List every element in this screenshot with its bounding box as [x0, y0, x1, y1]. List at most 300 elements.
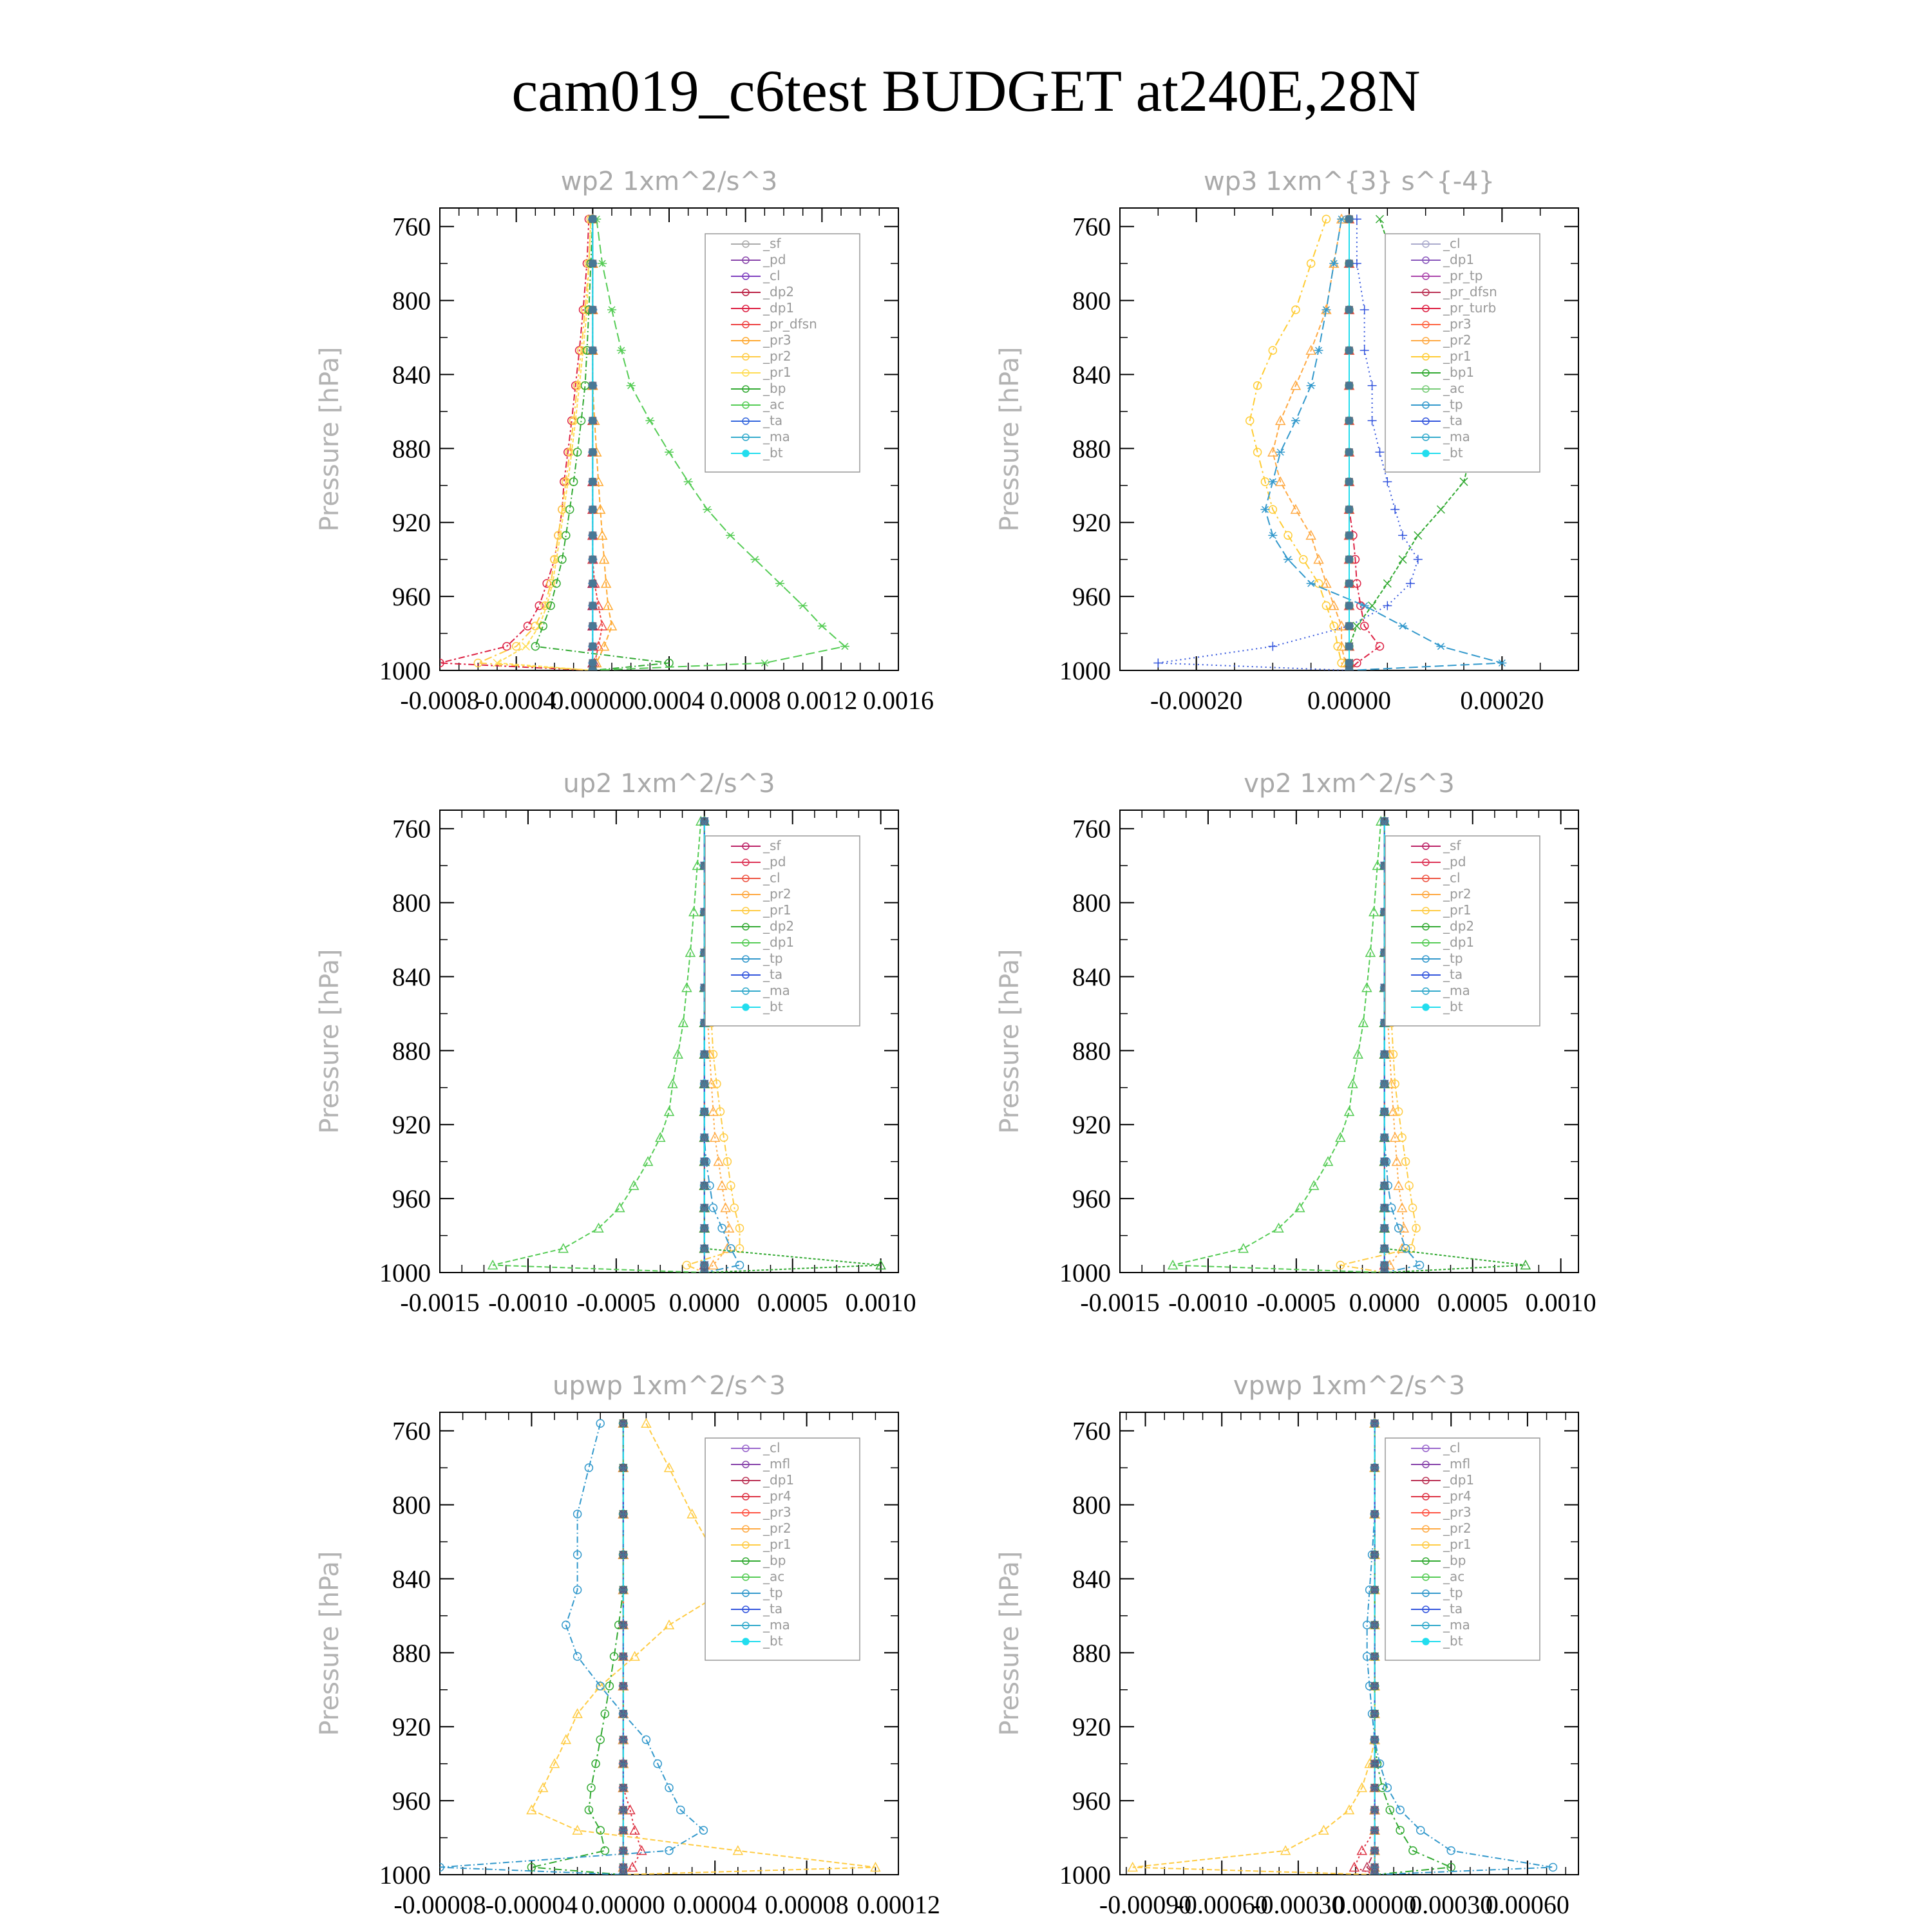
x-tick-label: -0.00030: [1252, 1890, 1345, 1919]
y-axis-label: Pressure [hPa]: [315, 1551, 345, 1736]
zero-stack-marker: [589, 382, 596, 390]
legend-entry: _dp2: [763, 918, 795, 934]
legend-entry: _ma: [1443, 983, 1470, 998]
legend-entry: _ta: [1443, 967, 1463, 982]
zero-stack-marker: [1345, 667, 1353, 674]
series-marker-ta: [1368, 416, 1377, 425]
panel-title: upwp 1xm^2/s^3: [553, 1371, 786, 1401]
series-marker-ta: [1383, 601, 1392, 610]
zero-stack-marker: [1345, 478, 1353, 486]
legend-entry: _pr3: [1443, 1504, 1472, 1520]
y-tick-label: 960: [1072, 1184, 1111, 1214]
zero-stack-marker: [1345, 580, 1353, 587]
x-tick-label: 0.0008: [710, 686, 781, 715]
chart-panel-3: [995, 769, 1596, 1317]
x-tick-label: -0.0010: [488, 1288, 568, 1317]
legend-entry: _bp1: [1443, 365, 1475, 380]
y-tick-label: 840: [392, 962, 431, 992]
legend-entry: _ma: [763, 983, 790, 998]
zero-stack-marker: [701, 1133, 708, 1141]
y-tick-label: 880: [1072, 1036, 1111, 1066]
y-tick-label: 840: [392, 360, 431, 390]
series-marker-tp: [1283, 556, 1293, 563]
zero-stack-marker: [1345, 382, 1353, 390]
legend-entry: _bp: [763, 1553, 786, 1568]
series-marker-bp: [539, 622, 547, 630]
zero-stack-marker: [589, 643, 596, 650]
legend-entry: _tp: [763, 951, 783, 966]
y-tick-label: 960: [392, 582, 431, 612]
legend-entry: _ma: [1443, 429, 1470, 444]
y-tick-label: 960: [392, 1184, 431, 1214]
zero-stack-marker: [1345, 659, 1353, 667]
y-tick-label: 960: [1072, 582, 1111, 612]
zero-stack-marker: [620, 1510, 627, 1518]
series-marker-pr4: [1358, 1846, 1367, 1855]
legend-entry: _ac: [1443, 381, 1465, 396]
x-tick-label: 0.00004: [673, 1890, 757, 1919]
zero-stack-marker: [1345, 306, 1353, 314]
legend-entry: _dp1: [763, 934, 795, 950]
zero-stack-marker: [1381, 1133, 1388, 1141]
y-tick-label: 760: [392, 212, 431, 242]
series-marker-ta: [1390, 505, 1399, 514]
y-tick-label: 960: [392, 1786, 431, 1816]
legend-entry: _pd: [763, 854, 786, 869]
zero-stack-marker: [1371, 1710, 1379, 1718]
zero-stack-marker: [589, 659, 596, 667]
y-tick-label: 880: [1072, 1638, 1111, 1668]
y-tick-label: 760: [392, 814, 431, 844]
zero-stack-marker: [701, 1245, 708, 1253]
zero-stack-marker: [1345, 556, 1353, 564]
legend-entry: _cl: [763, 870, 781, 886]
legend-entry: _cl: [1443, 236, 1461, 251]
zero-stack-marker: [1381, 1262, 1388, 1269]
series-marker-pr1: [1269, 346, 1276, 354]
legend-entry: _ma: [1443, 1617, 1470, 1633]
panel-title: up2 1xm^2/s^3: [563, 769, 775, 799]
zero-stack-marker: [1371, 1653, 1379, 1660]
zero-stack-marker: [620, 1682, 627, 1690]
zero-stack-marker: [1371, 1586, 1379, 1594]
y-axis-label: Pressure [hPa]: [315, 949, 345, 1134]
x-tick-label: 0.00000: [581, 1890, 665, 1919]
y-tick-label: 920: [392, 1712, 431, 1742]
series-marker-dp1: [643, 1157, 652, 1166]
legend-marker: [1423, 1638, 1429, 1645]
series-line-tp: [440, 1423, 703, 1875]
series-marker-bp: [531, 643, 539, 650]
legend-entry: _pr1: [1443, 1537, 1472, 1552]
series-marker-ta: [1360, 346, 1369, 355]
zero-stack-marker: [620, 1419, 627, 1427]
legend-entry: _pr4: [1443, 1488, 1472, 1504]
series-line-ta: [1158, 219, 1418, 670]
x-tick-label: -0.0008: [400, 686, 480, 715]
legend-entry: _ac: [763, 397, 785, 412]
x-tick-label: 0.0005: [1437, 1288, 1508, 1317]
series-marker-pr1: [538, 1783, 547, 1792]
series-line-dp1: [1173, 821, 1385, 1273]
legend-entry: _mfl: [763, 1456, 791, 1472]
zero-stack-marker: [1371, 1871, 1379, 1879]
legend-entry: _mfl: [1443, 1456, 1471, 1472]
x-tick-label: 0.00060: [1485, 1890, 1569, 1919]
series-marker-ta: [1383, 477, 1392, 486]
series-marker-tp: [1417, 1826, 1425, 1834]
legend-entry: _sf: [763, 236, 781, 251]
legend-entry: _ac: [1443, 1569, 1465, 1584]
chart-panel-2: [315, 769, 916, 1317]
legend-entry: _tp: [763, 1585, 783, 1600]
x-tick-label: 0.00000: [551, 686, 635, 715]
y-tick-label: 880: [392, 1036, 431, 1066]
legend-entry: _ac: [763, 1569, 785, 1584]
zero-stack-marker: [620, 1621, 627, 1629]
series-marker-ta: [1368, 381, 1377, 390]
series-line-pr1: [497, 219, 592, 670]
y-tick-label: 880: [392, 434, 431, 464]
series-marker-pr1: [522, 643, 530, 650]
y-tick-label: 840: [392, 1564, 431, 1594]
x-tick-label: -0.00020: [1150, 686, 1243, 715]
zero-stack-marker: [1381, 1245, 1388, 1253]
panel-title: vpwp 1xm^2/s^3: [1233, 1371, 1466, 1401]
series-marker-ta: [1398, 531, 1407, 540]
y-tick-label: 800: [1072, 286, 1111, 316]
zero-stack-marker: [1381, 1224, 1388, 1232]
zero-stack-marker: [620, 1760, 627, 1768]
zero-stack-marker: [1345, 506, 1353, 513]
x-tick-label: -0.0005: [1256, 1288, 1336, 1317]
legend-entry: _pr1: [1443, 348, 1472, 364]
legend-entry: _pr4: [763, 1488, 791, 1504]
zero-stack-marker: [620, 1464, 627, 1472]
y-tick-label: 1000: [379, 656, 431, 685]
zero-stack-marker: [589, 215, 596, 223]
series-marker-ta: [1153, 659, 1162, 668]
chart-panel-4: [315, 1371, 940, 1919]
x-tick-label: 0.0004: [634, 686, 705, 715]
y-axis-label: Pressure [hPa]: [315, 346, 345, 532]
legend-entry: _pr_dfsn: [1443, 284, 1497, 299]
x-tick-label: 0.0012: [786, 686, 858, 715]
zero-stack-marker: [620, 1806, 627, 1814]
series-line-dp1: [493, 821, 705, 1273]
legend-entry: _pr2: [1443, 886, 1472, 902]
series-marker-pr2: [1314, 555, 1323, 564]
zero-stack-marker: [620, 1864, 627, 1871]
y-tick-label: 920: [1072, 1110, 1111, 1140]
zero-stack-marker: [1345, 531, 1353, 539]
legend-entry: _bt: [763, 999, 783, 1014]
legend-entry: _cl: [1443, 1440, 1461, 1455]
series-line-pr2: [478, 219, 592, 670]
zero-stack-marker: [1371, 1864, 1379, 1871]
zero-stack-marker: [620, 1871, 627, 1879]
legend-entry: _pr1: [763, 365, 791, 380]
legend-entry: _cl: [1443, 870, 1461, 886]
legend-entry: _ta: [763, 413, 783, 428]
legend-entry: _pr3: [1443, 316, 1472, 332]
y-tick-label: 1000: [1059, 656, 1111, 685]
y-tick-label: 840: [1072, 360, 1111, 390]
legend-entry: _pr3: [763, 1504, 791, 1520]
legend-entry: _pr1: [763, 902, 791, 918]
y-tick-label: 1000: [1059, 1861, 1111, 1889]
zero-stack-marker: [1371, 1806, 1379, 1814]
y-tick-label: 800: [1072, 1490, 1111, 1520]
legend-entry: _pr2: [1443, 332, 1472, 348]
series-marker-pr4: [1350, 1863, 1359, 1871]
legend-entry: _pd: [1443, 854, 1466, 869]
zero-stack-marker: [1371, 1826, 1379, 1834]
x-tick-label: 0.0016: [863, 686, 934, 715]
chart-panel-0: [315, 167, 934, 715]
legend-entry: _pd: [763, 252, 786, 267]
y-axis-label: Pressure [hPa]: [995, 1551, 1025, 1736]
zero-stack-marker: [701, 1050, 708, 1058]
zero-stack-marker: [1381, 1108, 1388, 1115]
legend-entry: _cl: [763, 268, 781, 283]
zero-stack-marker: [1345, 601, 1353, 609]
series-marker-tp: [1291, 417, 1300, 424]
x-tick-label: 0.00030: [1409, 1890, 1493, 1919]
zero-stack-marker: [589, 622, 596, 630]
legend-entry: _pr2: [763, 886, 791, 902]
legend-entry: _dp1: [1443, 1472, 1475, 1488]
zero-stack-marker: [589, 556, 596, 564]
legend-entry: _pr1: [763, 1537, 791, 1552]
y-tick-label: 1000: [379, 1258, 431, 1287]
zero-stack-marker: [620, 1736, 627, 1743]
legend-entry: _pr_turb: [1443, 300, 1497, 316]
zero-stack-marker: [620, 1784, 627, 1792]
zero-stack-marker: [1371, 1736, 1379, 1743]
y-tick-label: 800: [1072, 888, 1111, 918]
zero-stack-marker: [701, 1182, 708, 1189]
x-tick-label: 0.0010: [845, 1288, 916, 1317]
x-tick-label: -0.00060: [1175, 1890, 1268, 1919]
zero-stack-marker: [1381, 817, 1388, 825]
x-tick-label: -0.0010: [1168, 1288, 1248, 1317]
zero-stack-marker: [1371, 1682, 1379, 1690]
series-marker-tp: [1268, 532, 1277, 538]
zero-stack-marker: [589, 417, 596, 424]
zero-stack-marker: [1345, 643, 1353, 650]
y-tick-label: 760: [1072, 1416, 1111, 1446]
series-marker-pr1: [1315, 580, 1323, 587]
legend-entry: _dp1: [763, 1472, 795, 1488]
series-marker-pr2: [708, 1261, 717, 1269]
zero-stack-marker: [1345, 448, 1353, 456]
zero-stack-marker: [701, 1204, 708, 1211]
legend-entry: _tp: [1443, 951, 1463, 966]
series-marker-tp: [1307, 580, 1316, 587]
legend-entry: _ta: [763, 1601, 783, 1616]
zero-stack-marker: [1381, 1080, 1388, 1088]
zero-stack-marker: [620, 1653, 627, 1660]
series-marker-bp1: [1414, 531, 1422, 539]
x-tick-label: -0.00090: [1099, 1890, 1192, 1919]
zero-stack-marker: [589, 601, 596, 609]
legend-entry: _ma: [763, 1617, 790, 1633]
zero-stack-marker: [1371, 1847, 1379, 1855]
x-tick-label: -0.0005: [576, 1288, 656, 1317]
panel-title: vp2 1xm^2/s^3: [1244, 769, 1455, 799]
series-marker-bp: [1396, 1826, 1404, 1834]
series-line-dp1: [440, 219, 592, 670]
series-marker-bp1: [1383, 580, 1391, 587]
legend-entry: _tp: [1443, 397, 1463, 412]
zero-stack-marker: [1371, 1464, 1379, 1472]
zero-stack-marker: [1371, 1551, 1379, 1558]
zero-stack-marker: [1381, 1182, 1388, 1189]
y-tick-label: 800: [392, 286, 431, 316]
chart-panel-1: [995, 167, 1578, 715]
y-tick-label: 1000: [1059, 1258, 1111, 1287]
zero-stack-marker: [701, 817, 708, 825]
zero-stack-marker: [620, 1710, 627, 1718]
panel-title: wp2 1xm^2/s^3: [560, 167, 778, 196]
y-tick-label: 760: [1072, 212, 1111, 242]
y-tick-label: 880: [392, 1638, 431, 1668]
zero-stack-marker: [1345, 417, 1353, 424]
zero-stack-marker: [589, 580, 596, 587]
x-tick-label: 0.00000: [1307, 686, 1391, 715]
legend-entry: _dp1: [1443, 934, 1475, 950]
series-marker-bp1: [1437, 506, 1444, 513]
legend-marker: [1423, 450, 1429, 457]
legend-entry: _ta: [763, 967, 783, 982]
series-marker-ac: [703, 506, 712, 513]
zero-stack-marker: [589, 260, 596, 267]
legend-entry: _bt: [763, 1633, 783, 1649]
zero-stack-marker: [589, 306, 596, 314]
series-marker-ac: [684, 478, 693, 485]
series-marker-ta: [1375, 448, 1384, 457]
zero-stack-marker: [620, 1826, 627, 1834]
zero-stack-marker: [1371, 1760, 1379, 1768]
legend-marker: [743, 450, 749, 457]
series-marker-tp: [1307, 383, 1316, 389]
series-marker-bp1: [1399, 556, 1406, 564]
zero-stack-marker: [701, 1224, 708, 1232]
zero-stack-marker: [620, 1586, 627, 1594]
legend-marker: [743, 1004, 749, 1010]
x-tick-label: -0.0015: [400, 1288, 480, 1317]
y-tick-label: 920: [392, 1110, 431, 1140]
series-marker-dp1: [1323, 1157, 1332, 1166]
legend-entry: _pr2: [763, 1520, 791, 1536]
series-marker-dp1: [1239, 1244, 1248, 1253]
series-marker-bp1: [1460, 478, 1468, 486]
y-tick-label: 880: [1072, 434, 1111, 464]
x-tick-label: 0.00008: [764, 1890, 849, 1919]
zero-stack-marker: [1381, 1050, 1388, 1058]
legend-entry: _sf: [763, 838, 781, 853]
y-tick-label: 1000: [379, 1861, 431, 1889]
series-marker-ac: [645, 417, 654, 424]
y-tick-label: 840: [1072, 962, 1111, 992]
y-tick-label: 800: [392, 1490, 431, 1520]
y-tick-label: 760: [392, 1416, 431, 1446]
zero-stack-marker: [701, 1158, 708, 1166]
series-marker-ac: [799, 602, 808, 609]
legend-marker: [743, 1638, 749, 1645]
x-tick-label: -0.0015: [1080, 1288, 1160, 1317]
y-tick-label: 920: [392, 508, 431, 538]
series-marker-ta: [1414, 555, 1423, 564]
zero-stack-marker: [1371, 1510, 1379, 1518]
zero-stack-marker: [1381, 1204, 1388, 1211]
x-tick-label: -0.00008: [393, 1890, 486, 1919]
zero-stack-marker: [1345, 260, 1353, 267]
legend-entry: _dp1: [763, 300, 795, 316]
series-marker-bp1: [1353, 622, 1361, 630]
y-tick-label: 920: [1072, 1712, 1111, 1742]
legend-entry: _bt: [1443, 445, 1463, 460]
series-marker-pr1: [641, 1419, 650, 1427]
zero-stack-marker: [589, 667, 596, 674]
x-tick-label: 0.0010: [1525, 1288, 1596, 1317]
legend-entry: _pr_tp: [1443, 268, 1483, 283]
series-line-bp: [531, 1423, 623, 1875]
legend-entry: _cl: [763, 1440, 781, 1455]
zero-stack-marker: [1345, 215, 1353, 223]
zero-stack-marker: [1381, 1269, 1388, 1276]
series-marker-pr1: [1292, 306, 1300, 314]
series-marker-pr1: [527, 1805, 536, 1814]
legend-entry: _pr3: [763, 332, 791, 348]
series-marker-pr1: [683, 1262, 690, 1269]
y-tick-label: 840: [1072, 1564, 1111, 1594]
x-tick-label: -0.0004: [477, 686, 556, 715]
series-line-bp: [535, 219, 669, 670]
series-marker-tp: [574, 1653, 582, 1660]
x-tick-label: 0.0000: [1349, 1288, 1420, 1317]
y-tick-label: 760: [1072, 814, 1111, 844]
legend-entry: _pr2: [1443, 1520, 1472, 1536]
zero-stack-marker: [701, 1269, 708, 1276]
series-marker-pr1: [1307, 260, 1315, 267]
legend-marker: [1423, 1004, 1429, 1010]
legend-entry: _ta: [1443, 413, 1463, 428]
legend-entry: _ma: [763, 429, 790, 444]
y-tick-label: 800: [392, 888, 431, 918]
series-marker-ac: [665, 449, 674, 455]
x-tick-label: 0.00020: [1460, 686, 1544, 715]
zero-stack-marker: [701, 1080, 708, 1088]
x-tick-label: 0.0005: [757, 1288, 828, 1317]
zero-stack-marker: [589, 506, 596, 513]
legend-entry: _sf: [1443, 838, 1461, 853]
series-marker-pr1: [562, 1735, 571, 1743]
legend-entry: _dp2: [763, 284, 795, 299]
zero-stack-marker: [1371, 1419, 1379, 1427]
legend-entry: _dp2: [1443, 918, 1475, 934]
series-marker-tp: [585, 1464, 592, 1472]
legend-entry: _tp: [1443, 1585, 1463, 1600]
zero-stack-marker: [1345, 622, 1353, 630]
x-tick-label: -0.00004: [485, 1890, 578, 1919]
series-marker-ta: [1360, 305, 1369, 314]
legend-entry: _dp1: [1443, 252, 1475, 267]
chart-panel-5: [995, 1371, 1578, 1919]
series-marker-ta: [1268, 642, 1277, 651]
zero-stack-marker: [1345, 346, 1353, 354]
